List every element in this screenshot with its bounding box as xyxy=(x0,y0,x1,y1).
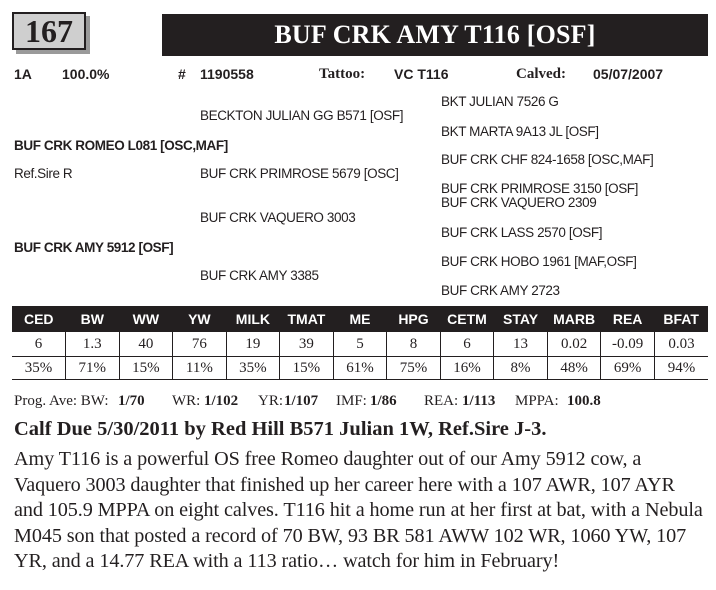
epd-value: 19 xyxy=(226,332,280,357)
prog-ave-imf-label: IMF: xyxy=(336,393,367,409)
pedigree-dd-dam: BUF CRK AMY 2723 xyxy=(441,283,560,298)
epd-percentile: 71% xyxy=(66,357,120,380)
registration-hash: # xyxy=(178,66,186,82)
prog-ave-mppa: 100.8 xyxy=(567,393,601,409)
epd-header-row xyxy=(12,306,708,332)
pedigree-dam-dam: BUF CRK AMY 3385 xyxy=(200,268,319,283)
epd-header-ced: CED xyxy=(12,306,66,332)
registration-number: 1190558 xyxy=(200,66,254,82)
lot-description: Amy T116 is a powerful OS free Romeo daughter out of our Amy 5912 cow, a Vaquero 3003 daughter that finished up her career here with a 107 AWR, 107 AYR and 105.9 MPPA on eight calves. T116 hit a home run at her first at bat, with a Nebula M045 son that posted a record of 70 BW, 93 BR 581 AWW 102 WR, 1060 YW, 107 YR, and a 14.77 REA with a 113 ratio… watch for him in February! xyxy=(14,448,703,573)
prog-ave-wr-label: WR: xyxy=(172,393,201,409)
epd-value: 5 xyxy=(333,332,387,357)
pedigree-dam: BUF CRK AMY 5912 [OSF] xyxy=(14,240,174,255)
epd-percentile: 15% xyxy=(119,357,173,380)
epd-header-me: ME xyxy=(333,306,387,332)
epd-percentile: 75% xyxy=(387,357,441,380)
percent: 100.0% xyxy=(62,66,110,82)
pedigree-dd-sire: BUF CRK HOBO 1961 [MAF,OSF] xyxy=(441,254,637,269)
pedigree-ds-sire: BUF CRK VAQUERO 2309 xyxy=(441,195,597,210)
epd-value: 40 xyxy=(119,332,173,357)
epd-percentile: 11% xyxy=(173,357,227,380)
epd-header-cetm: CETM xyxy=(440,306,494,332)
epd-percentile: 16% xyxy=(440,357,494,380)
prog-ave-rea-label: REA: xyxy=(424,393,459,409)
prog-ave-imf: 1/86 xyxy=(370,393,397,409)
epd-percentile: 61% xyxy=(333,357,387,380)
epd-percentile: 69% xyxy=(601,357,655,380)
epd-header-rea: REA xyxy=(601,306,655,332)
pedigree-ds-dam: BUF CRK LASS 2570 [OSF] xyxy=(441,225,603,240)
pedigree-sd-sire: BUF CRK CHF 824-1658 [OSC,MAF] xyxy=(441,152,654,167)
prog-ave-bw: 1/70 xyxy=(118,393,145,409)
calved-date: 05/07/2007 xyxy=(593,66,664,82)
epd-values-row xyxy=(12,332,708,357)
epd-percentile: 35% xyxy=(226,357,280,380)
pedigree-ref-sire: Ref.Sire R xyxy=(14,166,73,181)
epd-value: 39 xyxy=(280,332,334,357)
tattoo-value: VC T116 xyxy=(394,66,449,82)
pedigree-sd-dam: BUF CRK PRIMROSE 3150 [OSF] xyxy=(441,181,638,196)
calf-due-heading: Calf Due 5/30/2011 by Red Hill B571 Julian 1W, Ref.Sire J-3. xyxy=(14,418,547,440)
epd-percentile: 48% xyxy=(547,357,601,380)
epd-value: 76 xyxy=(173,332,227,357)
prog-ave-wr: 1/102 xyxy=(204,393,239,409)
epd-value: 0.03 xyxy=(668,335,695,352)
epd-percentile: 94% xyxy=(654,357,708,380)
lot-number: 167 xyxy=(25,12,73,49)
epd-table xyxy=(12,306,708,380)
epd-percentile: 15% xyxy=(280,357,334,380)
epd-value: 13 xyxy=(494,332,548,357)
epd-percentile-row xyxy=(12,357,708,380)
epd-value: 8 xyxy=(387,332,441,357)
epd-value: 6 xyxy=(440,332,494,357)
epd-header-yw: YW xyxy=(173,306,227,332)
epd-header-ww: WW xyxy=(119,306,173,332)
epd-header-hpg: HPG xyxy=(387,306,441,332)
title-bar xyxy=(162,14,708,56)
prog-ave-yr-label: YR: xyxy=(258,393,284,409)
pedigree-dam-sire: BUF CRK VAQUERO 3003 xyxy=(200,210,356,225)
pedigree-sire: BUF CRK ROMEO L081 [OSC,MAF] xyxy=(14,138,228,153)
epd-header-tmat: TMAT xyxy=(280,306,334,332)
lot-number-box xyxy=(12,12,86,50)
epd-header-stay: STAY xyxy=(494,306,548,332)
prog-ave-yr: 1/107 xyxy=(284,393,319,409)
epd-header-marb: MARB xyxy=(547,306,601,332)
calved-label: Calved: xyxy=(516,66,566,82)
pedigree-ss-dam: BKT MARTA 9A13 JL [OSF] xyxy=(441,124,599,139)
pedigree-ss-sire: BKT JULIAN 7526 G xyxy=(441,94,559,109)
epd-header-bfat: BFAT xyxy=(654,306,708,332)
grade: 1A xyxy=(14,66,32,82)
epd-value: 6 xyxy=(12,332,66,357)
pedigree-sire-dam: BUF CRK PRIMROSE 5679 [OSC] xyxy=(200,166,399,181)
pedigree-sire-sire: BECKTON JULIAN GG B571 [OSF] xyxy=(200,108,404,123)
epd-value: 0.02 xyxy=(547,332,601,357)
epd-percentile: 8% xyxy=(494,357,548,380)
prog-ave-rea: 1/113 xyxy=(462,393,496,409)
prog-ave-label: Prog. Ave: BW: xyxy=(14,393,109,409)
epd-header-milk: MILK xyxy=(226,306,280,332)
epd-percentile: 35% xyxy=(12,357,66,380)
epd-value: -0.09 xyxy=(601,332,655,357)
prog-ave-mppa-label: MPPA: xyxy=(515,393,559,409)
animal-name-title: BUF CRK AMY T116 [OSF] xyxy=(274,20,596,49)
tattoo-label: Tattoo: xyxy=(319,66,366,82)
epd-header-bw: BW xyxy=(66,306,120,332)
epd-value: 1.3 xyxy=(66,332,120,357)
